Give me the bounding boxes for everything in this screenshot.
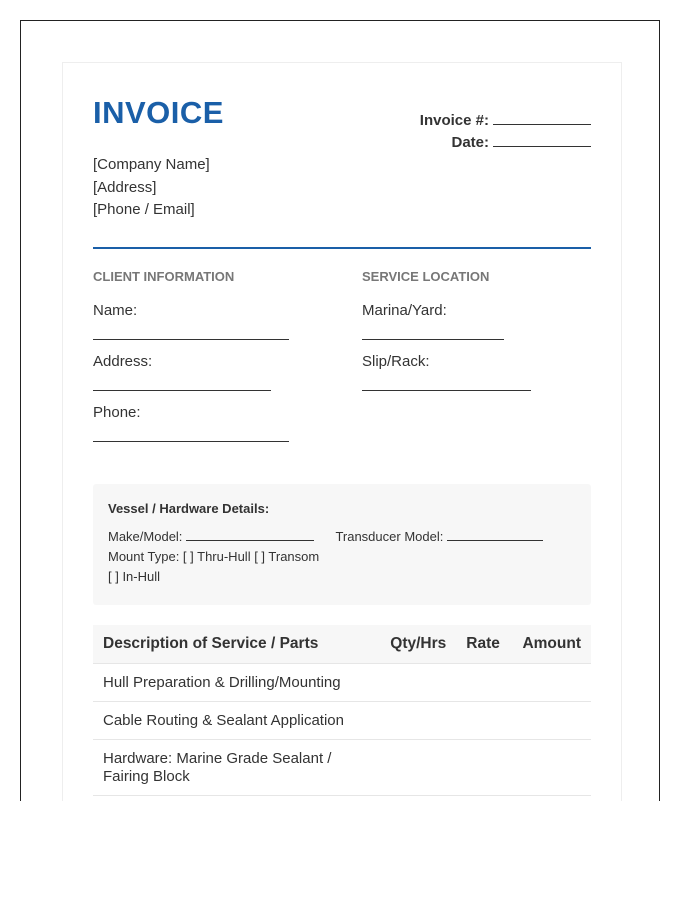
row-description: Hull Preparation & Drilling/Mounting (93, 664, 378, 702)
invoice-number-row (420, 110, 591, 132)
header-rate: Rate (456, 625, 510, 664)
client-name-label: Name: (93, 302, 138, 319)
vessel-details (93, 484, 591, 605)
client-address-field[interactable] (93, 372, 271, 391)
header-divider (93, 247, 591, 249)
header-description: Description of Service / Parts (93, 625, 378, 664)
row-qty[interactable] (378, 702, 456, 740)
service-location-heading: SERVICE LOCATION (362, 269, 490, 284)
row-qty[interactable] (378, 740, 456, 796)
company-address: [Address] (93, 178, 157, 196)
table-row (93, 664, 591, 702)
vessel-make-transducer-row (108, 527, 576, 547)
row-rate[interactable] (456, 740, 510, 796)
invoice-number-field[interactable] (493, 110, 591, 125)
client-phone-label: Phone: (93, 404, 141, 421)
invoice-header (93, 93, 591, 243)
vessel-details-heading: Vessel / Hardware Details: (108, 501, 270, 516)
row-description: Hardware: Marine Grade Sealant / Fairing Block (93, 740, 378, 796)
row-rate[interactable] (456, 702, 510, 740)
company-contact: [Phone / Email] (93, 201, 195, 218)
marina-yard (362, 301, 602, 340)
client-name (93, 301, 333, 340)
client-phone-field[interactable] (93, 423, 289, 442)
slip-rack-field[interactable] (362, 372, 531, 391)
client-phone (93, 403, 333, 442)
marina-yard-field[interactable] (362, 321, 504, 340)
mount-type-row: Mount Type: [ ] Thru-Hull [ ] Transom (108, 549, 320, 564)
make-model-field[interactable] (186, 528, 314, 541)
client-name-field[interactable] (93, 321, 289, 340)
row-rate[interactable] (456, 664, 510, 702)
row-amount[interactable] (510, 664, 591, 702)
invoice-content (93, 93, 591, 785)
client-info-heading: CLIENT INFORMATION (93, 269, 235, 284)
transducer-model-label: Transducer Model: (335, 529, 444, 544)
row-amount[interactable] (510, 740, 591, 796)
header-qty: Qty/Hrs (378, 625, 456, 664)
invoice-title: INVOICE (93, 95, 224, 130)
mount-type-inhull: [ ] In-Hull (108, 569, 161, 584)
invoice-date-row (420, 132, 591, 154)
row-description: Cable Routing & Sealant Application (93, 702, 378, 740)
table-header-row (93, 625, 591, 664)
table-row (93, 702, 591, 740)
make-model-label: Make/Model: (108, 529, 183, 544)
client-address-label: Address: (93, 353, 153, 370)
client-info (93, 269, 333, 454)
table-row (93, 740, 591, 796)
row-amount[interactable] (510, 702, 591, 740)
row-qty[interactable] (378, 664, 456, 702)
services-table (93, 625, 591, 796)
page-frame (20, 20, 660, 801)
marina-yard-label: Marina/Yard: (362, 302, 447, 319)
header-amount: Amount (510, 625, 591, 664)
client-address (93, 352, 333, 391)
slip-rack (362, 352, 602, 391)
transducer-model-field[interactable] (447, 528, 543, 541)
invoice-sheet (62, 62, 622, 801)
company-name: [Company Name] (93, 156, 210, 173)
invoice-date-label: Date: (451, 134, 489, 151)
service-location (362, 269, 602, 403)
invoice-date-field[interactable] (493, 132, 591, 147)
invoice-number-label: Invoice #: (419, 112, 489, 129)
slip-rack-label: Slip/Rack: (362, 353, 430, 370)
invoice-meta (420, 110, 591, 154)
company-block (93, 154, 210, 222)
